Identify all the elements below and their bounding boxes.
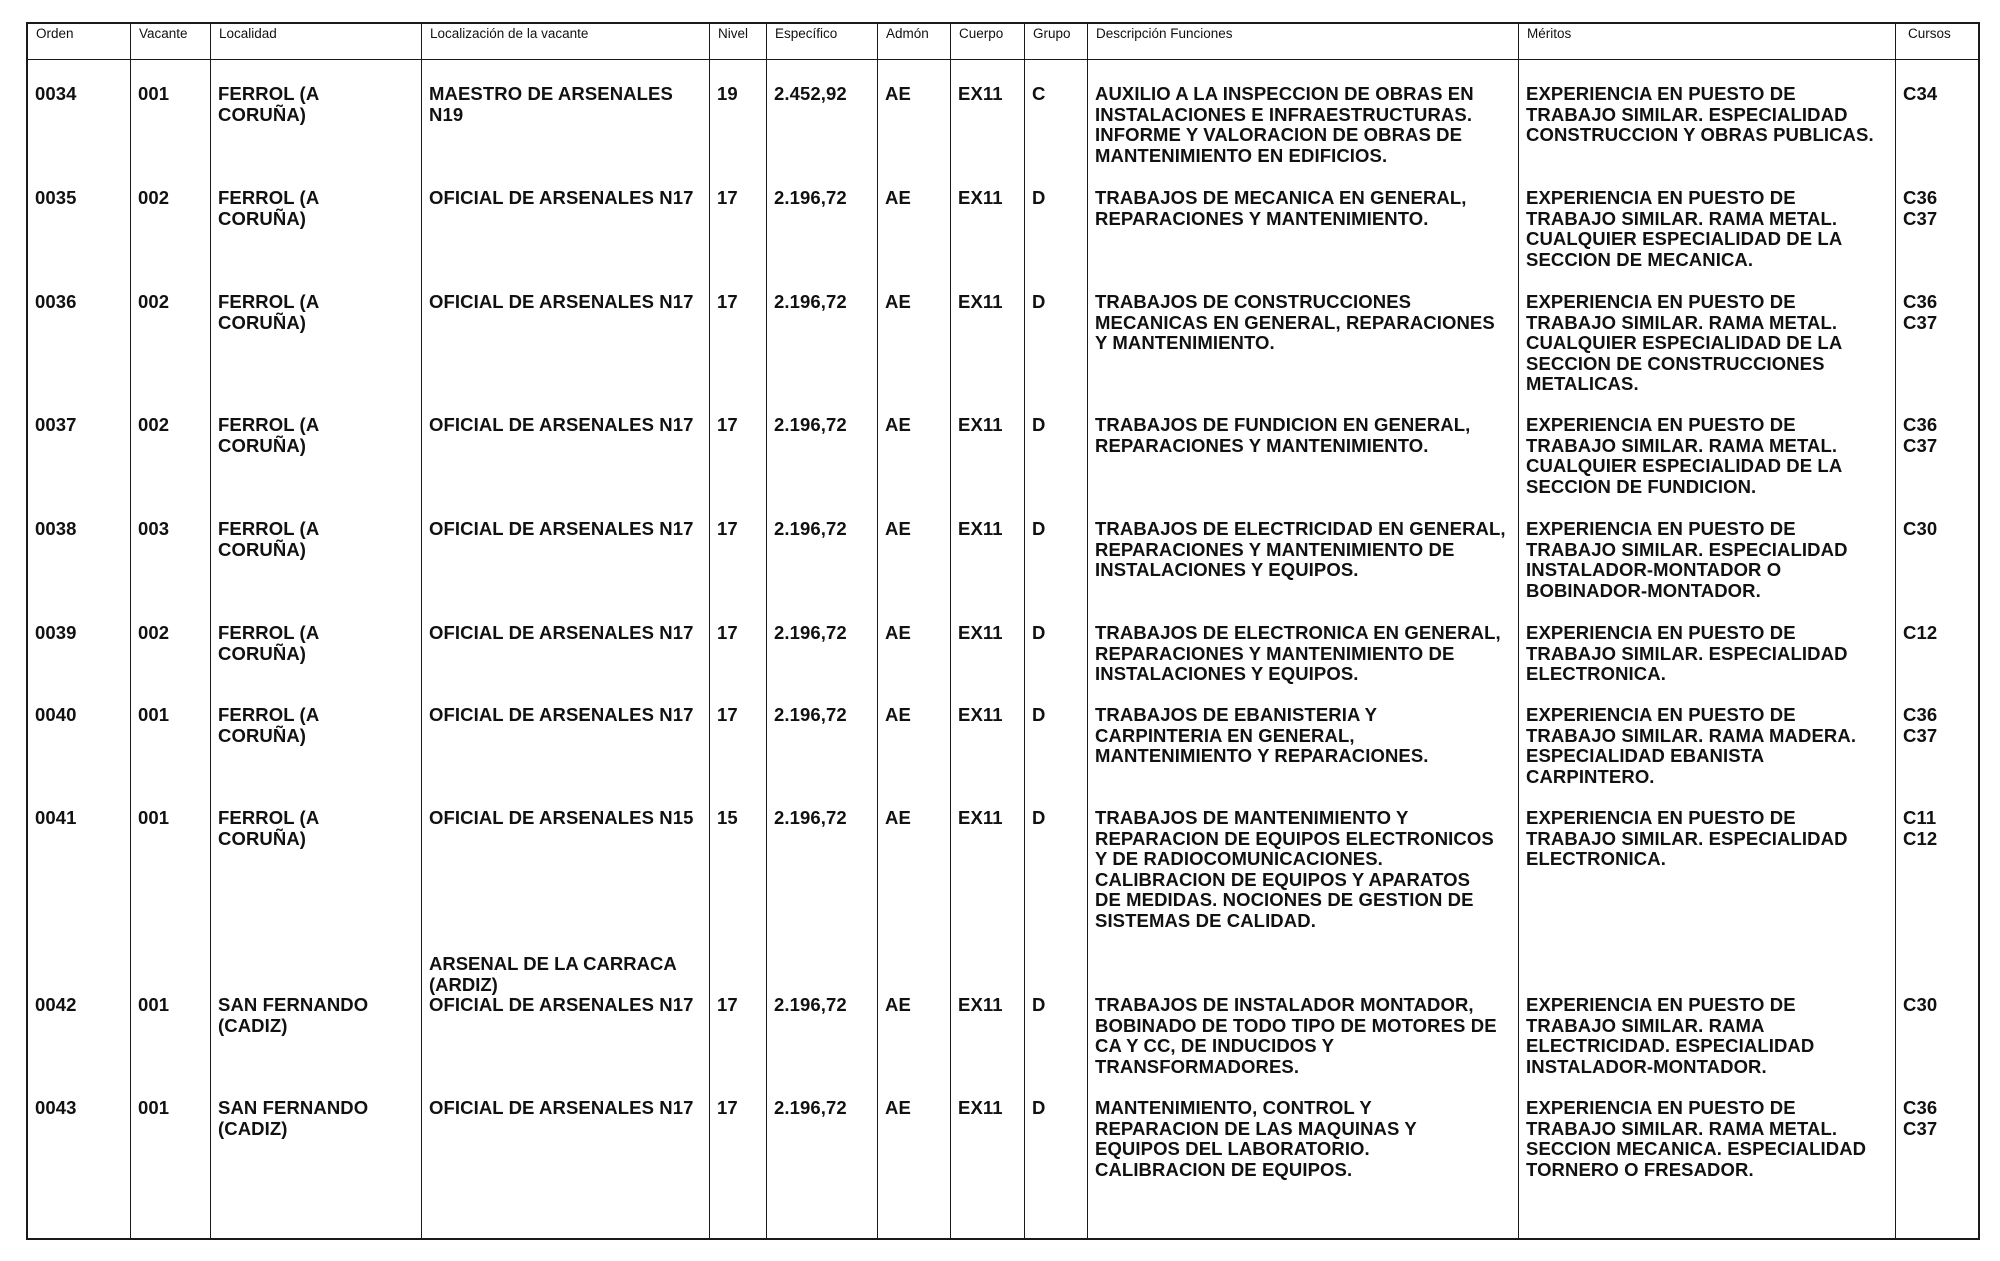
cell-localizacion: OFICIAL DE ARSENALES N17 (429, 187, 694, 208)
cell-grupo: D (1032, 1097, 1046, 1118)
cell-cuerpo: EX11 (958, 1097, 1003, 1118)
cell-cursos: C30 (1903, 994, 1938, 1015)
column-header-grupo: Grupo (1033, 26, 1071, 41)
cell-localizacion: OFICIAL DE ARSENALES N17 (429, 704, 694, 725)
cell-cursos: C36 C37 (1903, 187, 1938, 229)
cell-nivel: 17 (717, 704, 738, 725)
cell-localidad: FERROL (A CORUÑA) (218, 704, 320, 746)
column-divider (1895, 24, 1896, 1238)
cell-cursos: C11 C12 (1903, 807, 1938, 849)
cell-especifico: 2.196,72 (774, 704, 847, 725)
cell-meritos: EXPERIENCIA EN PUESTO DE TRABAJO SIMILAR. ESPECIALIDAD INSTALADOR-MONTADOR O BOBINADOR-MONTADOR. (1526, 518, 1848, 601)
cell-vacante: 001 (138, 83, 170, 104)
cell-grupo: D (1032, 807, 1046, 828)
cell-descripcion: TRABAJOS DE MECANICA EN GENERAL, REPARACIONES Y MANTENIMIENTO. (1095, 187, 1467, 229)
column-header-admon: Admón (886, 26, 929, 41)
cell-admon: AE (885, 994, 911, 1015)
cell-especifico: 2.196,72 (774, 291, 847, 312)
location-group-label: ARSENAL DE LA CARRACA (ARDIZ) (429, 953, 677, 995)
cell-cuerpo: EX11 (958, 622, 1003, 643)
cell-descripcion: TRABAJOS DE CONSTRUCCIONES MECANICAS EN GENERAL, REPARACIONES Y MANTENIMIENTO. (1095, 291, 1495, 354)
cell-localidad: SAN FERNANDO (CADIZ) (218, 994, 369, 1036)
cell-cuerpo: EX11 (958, 994, 1003, 1015)
column-header-localizacion: Localización de la vacante (430, 26, 589, 41)
cell-vacante: 001 (138, 1097, 170, 1118)
column-divider (1518, 24, 1519, 1238)
cell-meritos: EXPERIENCIA EN PUESTO DE TRABAJO SIMILAR. RAMA METAL. SECCION MECANICA. ESPECIALIDAD TORNERO O FRESADOR. (1526, 1097, 1867, 1180)
cell-nivel: 17 (717, 1097, 738, 1118)
cell-especifico: 2.196,72 (774, 187, 847, 208)
cell-descripcion: AUXILIO A LA INSPECCION DE OBRAS EN INSTALACIONES E INFRAESTRUCTURAS. INFORME Y VALORACION DE OBRAS DE MANTENIMIENTO EN EDIFICIOS. (1095, 83, 1474, 166)
cell-localidad: FERROL (A CORUÑA) (218, 187, 320, 229)
cell-cursos: C36 C37 (1903, 291, 1938, 333)
cell-meritos: EXPERIENCIA EN PUESTO DE TRABAJO SIMILAR. RAMA METAL. CUALQUIER ESPECIALIDAD DE LA SECCION DE FUNDICION. (1526, 414, 1843, 497)
cell-grupo: D (1032, 994, 1046, 1015)
cell-cursos: C36 C37 (1903, 704, 1938, 746)
cell-meritos: EXPERIENCIA EN PUESTO DE TRABAJO SIMILAR. RAMA METAL. CUALQUIER ESPECIALIDAD DE LA SECCION DE CONSTRUCCIONES METALICAS. (1526, 291, 1843, 395)
cell-nivel: 19 (717, 83, 738, 104)
cell-grupo: D (1032, 704, 1046, 725)
cell-orden: 0036 (35, 291, 77, 312)
cell-localizacion: OFICIAL DE ARSENALES N17 (429, 622, 694, 643)
cell-nivel: 17 (717, 187, 738, 208)
header-divider (28, 59, 1978, 60)
column-header-localidad: Localidad (219, 26, 277, 41)
cell-descripcion: TRABAJOS DE ELECTRONICA EN GENERAL, REPARACIONES Y MANTENIMIENTO DE INSTALACIONES Y EQUIPOS. (1095, 622, 1501, 685)
cell-grupo: D (1032, 414, 1046, 435)
cell-localizacion: OFICIAL DE ARSENALES N15 (429, 807, 694, 828)
cell-localizacion: MAESTRO DE ARSENALES N19 (429, 83, 673, 125)
cell-vacante: 002 (138, 622, 170, 643)
cell-cursos: C30 (1903, 518, 1938, 539)
cell-meritos: EXPERIENCIA EN PUESTO DE TRABAJO SIMILAR. RAMA ELECTRICIDAD. ESPECIALIDAD INSTALADOR-MONTADOR. (1526, 994, 1815, 1077)
column-divider (1024, 24, 1025, 1238)
cell-orden: 0042 (35, 994, 77, 1015)
cell-cuerpo: EX11 (958, 187, 1003, 208)
column-header-cuerpo: Cuerpo (959, 26, 1004, 41)
column-divider (709, 24, 710, 1238)
cell-grupo: D (1032, 187, 1046, 208)
cell-admon: AE (885, 704, 911, 725)
cell-vacante: 002 (138, 291, 170, 312)
cell-especifico: 2.452,92 (774, 83, 847, 104)
cell-especifico: 2.196,72 (774, 518, 847, 539)
cell-vacante: 003 (138, 518, 170, 539)
cell-vacante: 001 (138, 994, 170, 1015)
cell-cuerpo: EX11 (958, 807, 1003, 828)
cell-orden: 0038 (35, 518, 77, 539)
cell-localidad: FERROL (A CORUÑA) (218, 83, 320, 125)
cell-localidad: FERROL (A CORUÑA) (218, 518, 320, 560)
cell-especifico: 2.196,72 (774, 1097, 847, 1118)
cell-localizacion: OFICIAL DE ARSENALES N17 (429, 291, 694, 312)
cell-meritos: EXPERIENCIA EN PUESTO DE TRABAJO SIMILAR. ESPECIALIDAD CONSTRUCCION Y OBRAS PUBLICAS. (1526, 83, 1874, 146)
cell-localidad: SAN FERNANDO (CADIZ) (218, 1097, 369, 1139)
cell-admon: AE (885, 622, 911, 643)
cell-vacante: 002 (138, 414, 170, 435)
cell-especifico: 2.196,72 (774, 622, 847, 643)
column-divider (421, 24, 422, 1238)
cell-localidad: FERROL (A CORUÑA) (218, 622, 320, 664)
cell-orden: 0035 (35, 187, 77, 208)
column-header-meritos: Méritos (1527, 26, 1572, 41)
cell-nivel: 17 (717, 414, 738, 435)
cell-orden: 0039 (35, 622, 77, 643)
cell-cursos: C34 (1903, 83, 1938, 104)
cell-nivel: 17 (717, 291, 738, 312)
column-divider (950, 24, 951, 1238)
column-header-orden: Orden (36, 26, 74, 41)
cell-nivel: 17 (717, 994, 738, 1015)
cell-meritos: EXPERIENCIA EN PUESTO DE TRABAJO SIMILAR. RAMA MADERA. ESPECIALIDAD EBANISTA CARPINTERO. (1526, 704, 1857, 787)
column-divider (1087, 24, 1088, 1238)
cell-orden: 0037 (35, 414, 77, 435)
column-header-especifico: Específico (775, 26, 838, 41)
column-header-nivel: Nivel (718, 26, 749, 41)
cell-admon: AE (885, 187, 911, 208)
cell-cuerpo: EX11 (958, 704, 1003, 725)
cell-especifico: 2.196,72 (774, 414, 847, 435)
column-divider (130, 24, 131, 1238)
cell-descripcion: TRABAJOS DE INSTALADOR MONTADOR, BOBINADO DE TODO TIPO DE MOTORES DE CA Y CC, DE INDUCIDOS Y TRANSFORMADORES. (1095, 994, 1497, 1077)
cell-admon: AE (885, 1097, 911, 1118)
cell-cuerpo: EX11 (958, 291, 1003, 312)
cell-meritos: EXPERIENCIA EN PUESTO DE TRABAJO SIMILAR. ESPECIALIDAD ELECTRONICA. (1526, 807, 1848, 870)
cell-nivel: 17 (717, 518, 738, 539)
cell-grupo: D (1032, 622, 1046, 643)
cell-cursos: C12 (1903, 622, 1938, 643)
cell-orden: 0040 (35, 704, 77, 725)
cell-descripcion: MANTENIMIENTO, CONTROL Y REPARACION DE LAS MAQUINAS Y EQUIPOS DEL LABORATORIO. CALIBRACION DE EQUIPOS. (1095, 1097, 1417, 1180)
cell-localizacion: OFICIAL DE ARSENALES N17 (429, 994, 694, 1015)
column-header-cursos: Cursos (1908, 26, 1951, 41)
cell-orden: 0043 (35, 1097, 77, 1118)
column-divider (210, 24, 211, 1238)
cell-orden: 0041 (35, 807, 77, 828)
cell-admon: AE (885, 807, 911, 828)
cell-vacante: 001 (138, 704, 170, 725)
cell-admon: AE (885, 83, 911, 104)
cell-vacante: 001 (138, 807, 170, 828)
cell-admon: AE (885, 414, 911, 435)
column-divider (766, 24, 767, 1238)
cell-localizacion: OFICIAL DE ARSENALES N17 (429, 518, 694, 539)
cell-especifico: 2.196,72 (774, 994, 847, 1015)
cell-localizacion: OFICIAL DE ARSENALES N17 (429, 1097, 694, 1118)
cell-cursos: C36 C37 (1903, 1097, 1938, 1139)
column-divider (877, 24, 878, 1238)
cell-cuerpo: EX11 (958, 414, 1003, 435)
cell-descripcion: TRABAJOS DE MANTENIMIENTO Y REPARACION DE EQUIPOS ELECTRONICOS Y DE RADIOCOMUNICACIONES. CALIBRACION DE EQUIPOS Y APARATOS DE MEDIDAS. NOCIONES DE GESTION DE SISTEMAS DE CALIDAD. (1095, 807, 1494, 931)
cell-meritos: EXPERIENCIA EN PUESTO DE TRABAJO SIMILAR. ESPECIALIDAD ELECTRONICA. (1526, 622, 1848, 685)
cell-descripcion: TRABAJOS DE ELECTRICIDAD EN GENERAL, REPARACIONES Y MANTENIMIENTO DE INSTALACIONES Y EQUIPOS. (1095, 518, 1506, 581)
cell-localizacion: OFICIAL DE ARSENALES N17 (429, 414, 694, 435)
cell-admon: AE (885, 518, 911, 539)
column-header-descripcion: Descripción Funciones (1096, 26, 1233, 41)
column-header-vacante: Vacante (139, 26, 188, 41)
cell-cuerpo: EX11 (958, 518, 1003, 539)
cell-grupo: D (1032, 291, 1046, 312)
cell-nivel: 17 (717, 622, 738, 643)
cell-cursos: C36 C37 (1903, 414, 1938, 456)
cell-nivel: 15 (717, 807, 738, 828)
cell-especifico: 2.196,72 (774, 807, 847, 828)
cell-descripcion: TRABAJOS DE EBANISTERIA Y CARPINTERIA EN GENERAL, MANTENIMIENTO Y REPARACIONES. (1095, 704, 1429, 767)
cell-meritos: EXPERIENCIA EN PUESTO DE TRABAJO SIMILAR. RAMA METAL. CUALQUIER ESPECIALIDAD DE LA SECCION DE MECANICA. (1526, 187, 1843, 270)
cell-grupo: D (1032, 518, 1046, 539)
cell-grupo: C (1032, 83, 1046, 104)
cell-orden: 0034 (35, 83, 77, 104)
cell-admon: AE (885, 291, 911, 312)
cell-localidad: FERROL (A CORUÑA) (218, 807, 320, 849)
cell-vacante: 002 (138, 187, 170, 208)
cell-localidad: FERROL (A CORUÑA) (218, 414, 320, 456)
cell-cuerpo: EX11 (958, 83, 1003, 104)
cell-descripcion: TRABAJOS DE FUNDICION EN GENERAL, REPARACIONES Y MANTENIMIENTO. (1095, 414, 1471, 456)
cell-localidad: FERROL (A CORUÑA) (218, 291, 320, 333)
vacancy-table (26, 22, 1980, 1240)
